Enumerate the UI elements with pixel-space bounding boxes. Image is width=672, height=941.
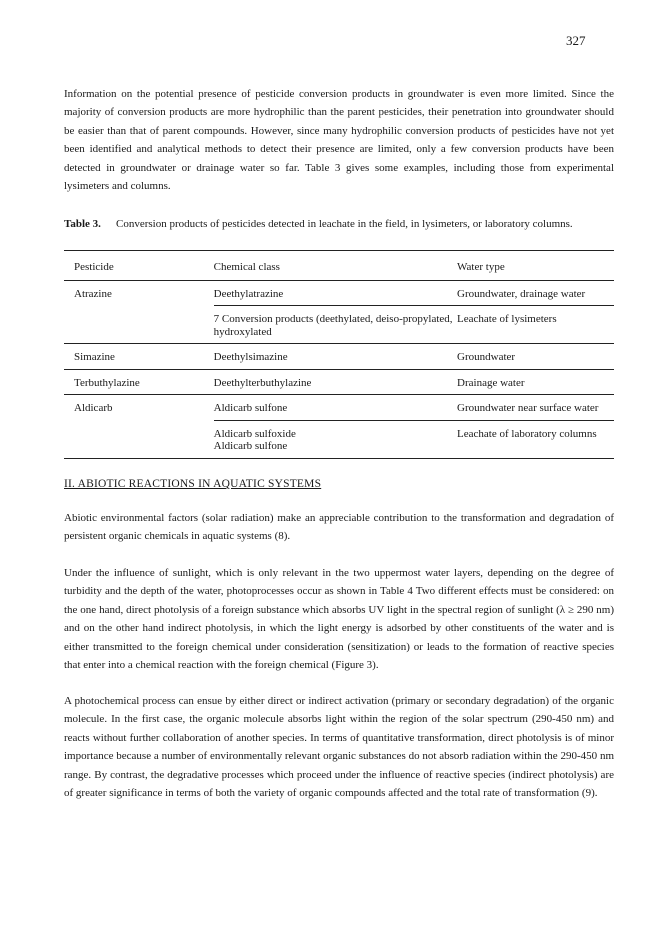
table-row (64, 306, 614, 344)
table-cell (64, 420, 214, 458)
table-cell: Groundwater near surface water (457, 395, 614, 421)
body-paragraph: A photochemical process can ensue by either direct or indirect activation (primary or secondary degradation) of the organic molecule. In the first case, the organic molecule absorbs light within the region of the solar spectrum (290-450 nm) and reacts without further collaboration of another species. In terms of quantitative transformation, direct photolysis is of minor importance because a number of environmentally relevant organic substances do not absorb radiation within the 290-450 nm range. By contrast, the degradative processes which proceed under the influence of reactive species (indirect photolysis) are of greater significance in terms of both the variety of organic compounds affected and the total rate of transformation (9). (64, 695, 614, 800)
conversion-products-table (64, 250, 614, 459)
table-cell: Atrazine (74, 287, 112, 300)
table-cell: Deethylatrazine (214, 280, 457, 306)
table-cell (64, 306, 214, 344)
table-cell: Terbuthylazine (64, 369, 214, 395)
page-number: 327 (566, 33, 586, 48)
table-cell (214, 420, 457, 458)
table-cell: Simazine (64, 344, 214, 370)
body-paragraph: Abiotic environmental factors (solar radiation) make an appreciable contribution to the transformation and degradation of persistent organic chemicals in aquatic systems (8). (64, 512, 614, 543)
table-caption-label: Table 3. (64, 218, 101, 230)
table-caption (64, 216, 624, 232)
header-chemical-class: Chemical class (214, 251, 457, 281)
header-pesticide: Pesticide (64, 251, 214, 281)
table-row (64, 369, 614, 395)
table-cell: Aldicarb sulfone (214, 395, 457, 421)
table-cell: 7 Conversion products (deethylated, deiso-propylated, hydroxylated (214, 306, 457, 344)
table-cell: Deethylterbuthylazine (214, 369, 457, 395)
table-cell: Drainage water (457, 369, 614, 395)
table-cell: Aldicarb (74, 402, 113, 414)
table-cell: Leachate of laboratory columns (457, 420, 614, 458)
table-cell: Groundwater, drainage water (457, 280, 614, 306)
table-row (64, 395, 614, 421)
table-row (64, 420, 614, 458)
table-header-row (64, 251, 614, 281)
table-cell: Groundwater (457, 344, 614, 370)
header-water-type: Water type (457, 251, 614, 281)
intro-paragraph: Information on the potential presence of pesticide conversion products in groundwater is even more limited. Since the majority of conversion products are more hydrophilic than the parent pesticides, their penetration into groundwater should be easier than that of parent compounds. However, since many hydrophilic conversion products of pesticides have not yet been identified and analytical methods to detect their presence are limited, only a few conversion products have been detected in groundwater or drainage water so far. Table 3 gives some examples, including those from experimental lysimeters and columns. (64, 88, 614, 193)
table-row (64, 280, 614, 306)
table-cell: Deethylsimazine (214, 344, 457, 370)
table-caption-text: Conversion products of pesticides detected in leachate in the field, in lysimeters, or laboratory columns. (116, 218, 573, 230)
table-cell-line: Aldicarb sulfone (213, 440, 288, 452)
table-cell: Leachate of lysimeters (457, 306, 614, 344)
body-paragraph: Under the influence of sunlight, which is only relevant in the two uppermost water layers, depending on the degree of turbidity and the depth of the water, photoprocesses occur as shown in Table 4 Two different effects must be considered: on the one hand, direct photolysis of a foreign substance which absorbs UV light in the spectral region of sunlight (λ ≥ 290 nm) and on the other hand indirect photolysis, in which the light energy is adsorbed by other constituents of the water and is either transmitted to the foreign chemical under consideration (sensitization) or leads to the formation of reactive species that enter into a chemical reaction with the foreign chemical (Figure 3). (64, 567, 614, 672)
table-cell-line: Aldicarb sulfoxide (213, 427, 296, 440)
section-heading: II. ABIOTIC REACTIONS IN AQUATIC SYSTEMS (64, 478, 322, 490)
table-row (64, 344, 614, 370)
